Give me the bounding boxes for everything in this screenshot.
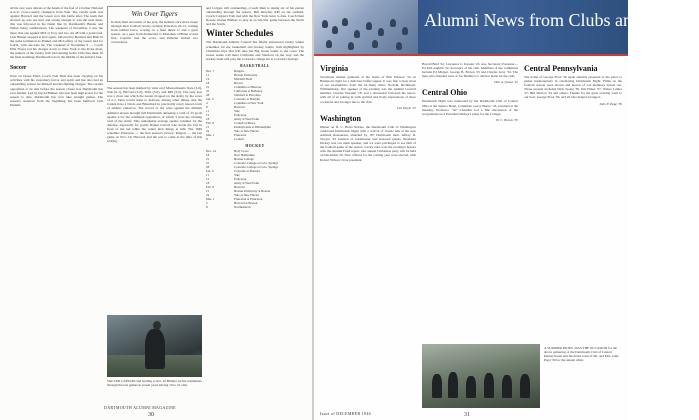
win-over-tigers-text: In their final encounter of the year, the Indians once more swept through their football rivalry, beating Princeton 20-13, coming from behind twice, scoring on a final thrust to end a great season, on a pass from Pomerantz to Monahan, O'Brien scored first, Capalbo tied the score, and Pelletier kicked two conversions.	[111, 20, 198, 45]
central-ohio-text: Dartmouth Night was celebrated by the Dartmouth Club of Central Ohio at the Seneca Hotel, Columbus. Gerry Burne, '43, presided at the meeting. Professor "Al" Chandler led a fine discussion of the reorganization of President Dickey's plans for the College.	[422, 99, 518, 116]
basketball-date: 8	[206, 137, 208, 142]
hockey-opponent: Boston University at Boston	[234, 189, 271, 194]
central-pennsylvania-heading: Central Pennsylvania	[524, 64, 598, 73]
banner-crowd-image	[314, 0, 418, 56]
basketball-opponent: Columbia at Hanover	[234, 85, 262, 90]
hockey-date: Dec. 14	[206, 149, 216, 154]
washington-text: Dinner on D. C. Hotel Nobles, the Dartmouth Club of Washington celebrated Dartmouth Night with a revival of classic talk at the new Admiral Restaurant, attended by 187 Dartmouth men. Jeffrey D. Sawyer '25 assisted as toastmaster and honored guests. President Dickey was our main speaker, and we were privileged to see film of the football game of the season. Lucky ones won the evening's honors with the Alumni Fund report. Our annual Christmas party will be held on December 20. New officers for the coming year were elected, with Robert Wilson '24 as president.	[320, 124, 416, 162]
basketball-date: 15	[206, 125, 210, 130]
soccer-photo-caption: SOCCER CAPTAIN and leading scorer, Al Bildner set his teammates through the last games in recent years having 10 to 19 only.	[107, 379, 202, 388]
hockey-date: 18	[206, 181, 210, 186]
hockey-opponent: Northeastern	[234, 205, 251, 210]
left-footer: DARTMOUTH ALUMNI MAGAZINE	[104, 405, 176, 410]
winter-schedules-heading: Winter Schedules	[206, 28, 274, 39]
basketball-opponent: California at Berkeley	[234, 89, 263, 94]
hockey-opponent: Colorado College at Colo. Springs	[234, 165, 279, 170]
win-over-tigers-box	[107, 6, 202, 82]
alumni-news-banner	[314, 0, 699, 56]
hockey-date: Feb. 8	[206, 185, 214, 190]
basketball-opponent: Army at West Point	[234, 117, 260, 122]
basketball-heading: BASKETBALL	[240, 63, 270, 68]
basketball-date: 14	[206, 77, 210, 82]
basketball-schedule	[206, 69, 304, 141]
basketball-opponent: Mitchell Field	[234, 77, 253, 82]
banner-title: Alumni News from Clubs and Classes	[424, 10, 699, 30]
left-column-1	[10, 6, 103, 404]
basketball-date: 21	[206, 85, 210, 90]
basketball-date: Dec. 7	[206, 69, 215, 74]
right-page	[314, 0, 699, 420]
hockey-date: Jan. 4	[206, 169, 214, 174]
cross-country-text: all his race were defeats at the hands of the feet of a former National A.A.U. cross-country champion from Yale. The varsity team was against Harvard and the Green won this battle after. The team that showed up was not hurt and strong enough to win the next meet; this was followed in the finish line by Dartmouth's Hunter and Weber being outdistanced. The weekend of November 2 saw the meet, this one against MIT at Troy and two out 48 with a point lead. Jack Hunter stopped at first again, followed by Harmon and Blair in the same formation as Pruden and McCaffrey of the Green tied for fourth, with one-lone tie. The weekend of November 9 — Coach Ellis Noyes led his charges down to New York to the IC4A meet, the runners of the varsity both just running in the 13th class meet. In the final standings Dartmouth was in the middle of the nation's best.	[10, 6, 103, 60]
winter-schedules-intro: The Dartmouth Athletic Council has finally announced varsity winter schedules for the basketball and hockey teams, both highlighted by Christmas trips that will take the Big Green teams to the coast. The Green teams will meet California and Stanford on the way, and the hockey team will play the Colorado college six at Colorado Springs.	[206, 40, 304, 61]
hockey-date: 15	[206, 177, 210, 182]
hockey-opponent: Princeton at Princeton	[234, 197, 263, 202]
basketball-opponent: Yale at New Haven	[234, 129, 259, 134]
hockey-opponent: Harvard	[234, 185, 245, 190]
central-ohio-heading: Central Ohio	[422, 88, 468, 98]
virginia-continued-signature: Otto A. Quass '41	[493, 80, 518, 85]
central-ohio-signature: W. C. Brown '35	[495, 117, 518, 122]
hockey-opponent: Harvard at Boston	[234, 201, 258, 206]
basketball-date: 4	[206, 101, 208, 106]
hockey-opponent: New Hampshire	[234, 153, 255, 158]
basketball-date: 11	[206, 73, 210, 78]
basketball-row	[206, 137, 304, 141]
basketball-opponent: Colorado at Boulder	[234, 97, 261, 102]
virginia-continued-text: Harold Bard '22, Lawrence C. Kessler '43, Ass. Secretary-Treasurer—Ed McLaughlin '32, Secretary of the club. Members of the committee include Ed Mignet, George B. Brown '25 and Charles Gray '34. The men who attended were at Joe Dudley's to discuss plans for the club.	[422, 62, 518, 79]
central-pennsylvania-signature: John F. Page '39	[599, 101, 622, 106]
washington-heading: Washington	[320, 113, 361, 123]
virginia-signature: Len Doyle '27	[397, 105, 416, 110]
basketball-opponent: Rutgers	[234, 69, 244, 74]
right-column-3	[524, 62, 622, 342]
hockey-opponent: Yale	[234, 173, 240, 178]
basketball-opponent: Columbia at New York	[234, 101, 264, 106]
basketball-date: 22	[206, 129, 210, 134]
hockey-opponent: Princeton	[234, 177, 247, 182]
basketball-opponent: Brown	[234, 81, 243, 86]
basketball-opponent: Harvard	[234, 105, 245, 110]
left-page-number: 30	[148, 412, 154, 418]
colgate-text: and Colgate still outstanding—Coach Dent is taking six of his eleven outstanding through the season. Phil Dreyfus, RPI on the outfield, Coach Colgate's Tom tied with the New York twice to date. Coach Dent Roesse invited Bildner to play in an All-Star game between the North and the South.	[206, 6, 304, 27]
hockey-opponent: Yale at New Haven	[234, 193, 259, 198]
basketball-date: 18	[206, 81, 210, 86]
hockey-date: Mar. 1	[206, 197, 215, 202]
soccer-season-text: The season has been marked by wins over Massachusetts State (3-0), Yale (6-1), Harvard (3-0), Tufts (3-0), and RPI (3-0). The only loss was a close one which the Green dropped on the Army by the score of 2-1. Dent would seem to indicate, among other things, that the Cadets have a Davis and Blanchard in practically every known form of athletic endeavor. The record of the wins against the militant Amherst eleven brought full Dartmouth amassing a total of 23 goals against 4 for the combined opposition, of which 3 were the winning total of the Army. This remarkable average speaks volumes for the defense, especially for goalie Daniel Carroll who holds the fort in front of the net while the center kick things at him. The 1946 schedule: Princeton — the first season's victory; Rutgers — the last game on Nov. 16; Harvard; and the rest to come at the time of this writing.	[107, 86, 202, 144]
basketball-opponent: Yale	[234, 109, 240, 114]
hockey-date: 22	[206, 193, 210, 198]
hockey-date: 28	[206, 165, 210, 170]
basketball-date: 18	[206, 117, 210, 122]
hockey-date: 27	[206, 161, 210, 166]
basketball-date: 8	[206, 105, 208, 110]
hockey-schedule	[206, 149, 304, 209]
left-column-3	[206, 6, 304, 404]
hockey-opponent: Holy Cross	[234, 149, 249, 154]
basketball-opponent: Cornell at Ithaca	[234, 121, 256, 126]
basketball-opponent: Cornell	[234, 137, 244, 142]
soccer-photo	[107, 315, 202, 377]
basketball-opponent: Boston University	[234, 73, 258, 78]
left-page	[0, 0, 312, 420]
basketball-date: 15	[206, 113, 210, 118]
virginia-text: Seventeen alumni gathered at the home of Bob Hanson '34 on Hampton's light for a delicious buffet supper. It was fine to hear most of our ex-members from the far-flung cities: Norfolk, Richmond, Williamsburg. Our speaker of the evening was the Alumni Council member, Charles Worsam '18, and a discussion followed his report, with all of us joining in with spirited and lively expressions of more occasions and stronger ties to the club.	[320, 75, 416, 104]
right-column-1	[320, 62, 416, 402]
hockey-date: 8	[206, 205, 208, 210]
right-page-number: 31	[464, 412, 470, 418]
basketball-opponent: Princeton	[234, 113, 247, 118]
basketball-opponent: Pennsylvania at Philadelphia	[234, 125, 271, 130]
hockey-opponent: Colorado at Boulder	[234, 169, 261, 174]
soccer-heading: Soccer	[10, 65, 27, 72]
hockey-opponent: Boston College	[234, 157, 254, 162]
win-over-tigers-title: Win Over Tigers	[131, 10, 178, 18]
left-column-2	[107, 86, 202, 311]
hockey-date: 15	[206, 189, 210, 194]
right-column-2	[422, 62, 518, 342]
basketball-date: 11	[206, 109, 210, 114]
basketball-opponent: Stanford at Palo Alto	[234, 93, 261, 98]
hockey-opponent: Army at West Point	[234, 181, 260, 186]
soccer-text: Over on Chase Field, Coach Tom Dent has been carrying on his activities with his customary fervor and spirit and has also had an outstanding season for himself and his fighting charges. The current opposition to be met before the season closes was Dartmouth has ever fielded. Led by big Al Bildner who has been high scorer for the season to date, Dartmouth has won nine straight games. The season's standout from the beginning has been halfback Jack Daniels.	[10, 74, 103, 107]
basketball-date: Mar. 1	[206, 133, 215, 138]
hockey-date: 11	[206, 173, 210, 178]
basketball-date: 27	[206, 89, 210, 94]
hockey-date: 18	[206, 153, 210, 158]
virginia-heading: Virginia	[320, 64, 349, 73]
central-pennsylvania-text: The home of George Frost '39 again suitably prepared as the place to gather harmoniously in celebrating Dartmouth Night. Films on the football season were shown and eleven of our members turned out. Those present included Dick Spong '36, Jim Fisher '27, Walter Luther '27, Bill Morton '34 and others. Thanks for the great evening went to our host, George Frost '39, and all who helped arrange it.	[524, 75, 622, 100]
hockey-date: 5	[206, 201, 208, 206]
basketball-date: 28	[206, 93, 210, 98]
right-footer: Issue of DECEMBER 1946	[320, 411, 371, 416]
basketball-date: Feb. 8	[206, 121, 214, 126]
basketball-opponent: Princeton	[234, 133, 247, 138]
picnic-photo-caption: A SUMMER PICNIC WAS THE OCCASION for the above gathering of the Dartmouth Club of Central Pennsylvania and the home town of Mr. and Mrs. John Paga '39 for the annual affair.	[544, 346, 619, 363]
picnic-photo	[422, 344, 540, 408]
basketball-date: Jan. 3	[206, 97, 214, 102]
hockey-opponent: Colorado College at Colo. Springs	[234, 161, 279, 166]
hockey-date: 21	[206, 157, 210, 162]
hockey-row	[206, 205, 304, 209]
hockey-heading: HOCKEY	[245, 144, 265, 149]
